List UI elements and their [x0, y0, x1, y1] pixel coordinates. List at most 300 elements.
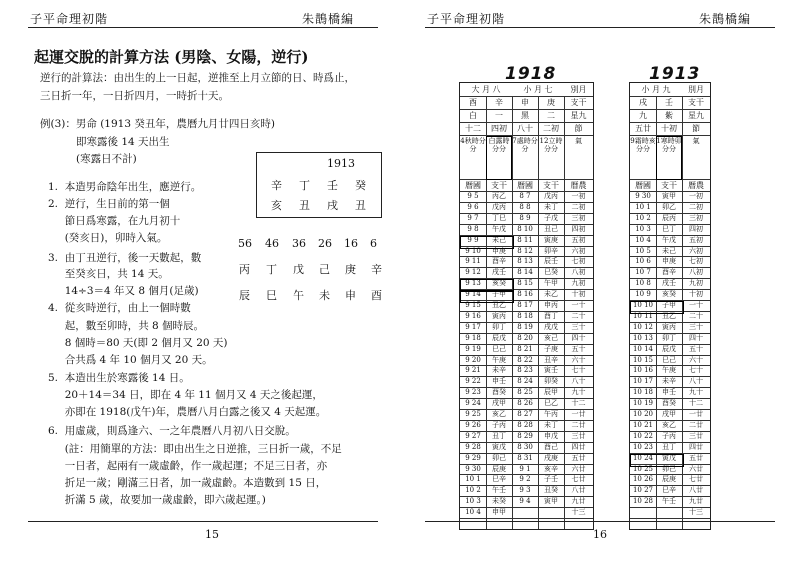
table-cell: 10 4 — [465, 508, 481, 517]
table-header-cell: 辛 — [495, 98, 503, 107]
table-cell: 9 24 — [465, 399, 481, 408]
table-cell: 辰壬 — [544, 257, 558, 266]
table-cell: 酉癸 — [492, 388, 506, 397]
pillar-branch: 丑 — [299, 199, 310, 212]
table-cell: 10 2 — [465, 486, 481, 495]
luck-branch: 辰 — [239, 289, 250, 302]
step-line: 合共爲 4 年 10 個月又 20 天。 — [48, 354, 213, 366]
table-cell: 戌庚 — [544, 453, 558, 462]
luck-age: 36 — [292, 237, 306, 250]
table-header-cell: 白 — [469, 111, 477, 120]
table-cell: 辰甲 — [544, 388, 558, 397]
almanac-table-1918 — [459, 82, 594, 530]
table-cell: 二廿 — [571, 420, 586, 429]
table-cell: 8 7 — [519, 192, 531, 200]
table-cell: 10 5 — [635, 246, 651, 255]
table-cell: 9 30 — [465, 464, 481, 473]
table-cell: 三廿 — [571, 431, 586, 440]
table-cell: 四廿 — [571, 442, 586, 451]
table-cell: 午庚 — [492, 355, 506, 364]
header-author: 朱鵲橋編 — [302, 12, 355, 26]
table-cell: 8 29 — [517, 431, 533, 440]
highlight-row — [630, 301, 684, 314]
luck-stem: 己 — [319, 263, 330, 276]
table-cell: 8 9 — [519, 213, 531, 222]
table-cell: 亥乙 — [492, 410, 506, 418]
luck-stem: 辛 — [371, 263, 382, 276]
table-1913-label: 1913 — [649, 64, 701, 84]
table-cell: 戊丙 — [544, 192, 558, 200]
table-header-cell: 曆國 — [517, 181, 533, 190]
table-cell: 8 26 — [517, 399, 533, 408]
table-cell: 酉丁 — [544, 311, 558, 320]
table-cell: 申戊 — [544, 431, 558, 440]
table-cell: 10 3 — [465, 497, 481, 506]
table-cell: 七初 — [571, 257, 586, 266]
table-header-cell: 節 — [574, 124, 583, 133]
table-cell: 8 23 — [517, 366, 533, 375]
header-rule — [28, 27, 378, 28]
table-cell: 9 12 — [465, 268, 481, 277]
table-cell: 十二 — [689, 399, 703, 408]
step-line: 14÷3＝4 年又 8 個月(足歲) — [48, 285, 199, 297]
table-cell: 10 25 — [632, 464, 654, 473]
step-line: 折滿 5 歲，故要加一歲虛齡，即六歲起運。) — [48, 494, 266, 506]
table-cell: 酉辛 — [492, 257, 506, 266]
table-cell: 五初 — [689, 235, 703, 244]
table-cell: 8 8 — [519, 202, 531, 211]
table-cell: 寅壬 — [544, 366, 558, 375]
table-cell: 8 21 — [517, 344, 533, 353]
table-cell: 酉己 — [544, 442, 558, 451]
table-cell: 10 10 — [632, 301, 654, 309]
table-cell: 子丙 — [492, 420, 506, 429]
table-cell: 一初 — [689, 192, 703, 200]
table-cell: 10 21 — [632, 420, 654, 429]
table-cell: 9 5 — [467, 192, 479, 200]
page-number: 15 — [205, 528, 219, 541]
table-rule — [460, 179, 593, 180]
table-cell: 卯丁 — [662, 333, 676, 342]
table-cell: 巳丁 — [662, 224, 676, 233]
table-cell: 10 3 — [635, 224, 651, 233]
table-cell: 寅丙 — [662, 322, 676, 331]
table-cell: 申壬 — [662, 388, 676, 397]
step-line: 6. 用虛歲，則爲逢六、一之年農曆八月初八日交脫。 — [48, 425, 296, 437]
table-cell: 10 12 — [632, 322, 654, 331]
table-cell: 丙乙 — [492, 192, 506, 200]
table-cell: 丑丁 — [662, 442, 676, 451]
left-page — [0, 0, 396, 561]
table-cell: 未癸 — [492, 497, 506, 506]
table-cell: 丑乙 — [662, 311, 676, 320]
table-cell: 戌甲 — [662, 410, 676, 418]
luck-age: 56 — [238, 237, 252, 250]
table-cell: 子丙 — [662, 431, 676, 440]
luck-branch: 巳 — [266, 289, 277, 302]
table-cell: 丁巳 — [492, 213, 506, 222]
pillar-branch: 戌 — [327, 199, 338, 212]
footer-rule — [425, 521, 775, 522]
table-cell: 8 25 — [517, 388, 533, 397]
luck-branch: 未 — [319, 289, 330, 302]
table-cell: 8 30 — [517, 442, 533, 451]
table-cell: 未己 — [492, 235, 506, 244]
table-cell: 8 28 — [517, 420, 533, 429]
luck-age: 16 — [344, 237, 358, 250]
table-term-detail: 氣 — [575, 137, 582, 145]
table-header-cell: 二 — [547, 111, 555, 120]
header-rule — [425, 27, 775, 28]
table-cell: 十二 — [571, 399, 586, 408]
table-cell: 8 10 — [517, 224, 533, 233]
table-cell: 三初 — [689, 213, 703, 222]
table-header-cell: 曆國 — [635, 181, 651, 190]
table-header-cell: 十初 — [661, 124, 677, 133]
table-cell: 四廿 — [689, 442, 703, 451]
table-cell: 戌壬 — [492, 268, 506, 277]
step-line: 折足一歲；剛滿三日者，加一歲虛齡。本造數到 15 日， — [48, 477, 327, 489]
table-cell: 八十 — [689, 377, 703, 386]
table-header-cell: 戌 — [639, 98, 647, 107]
table-cell: 10 19 — [632, 399, 654, 408]
table-cell: 10 1 — [465, 475, 481, 484]
table-term-detail: 9霜時亥分分 — [630, 137, 656, 153]
table-cell: 卯癸 — [544, 377, 558, 386]
table-cell: 10 16 — [632, 366, 654, 375]
table-cell: 10 8 — [635, 279, 651, 288]
table-cell: 三十 — [571, 322, 586, 331]
table-header-cell: 八十 — [517, 124, 533, 133]
table-term-detail: 氣 — [692, 137, 700, 145]
luck-branch: 午 — [293, 289, 304, 302]
section-title: 起運交脫的計算方法 (男陰、女陽，逆行) — [34, 48, 309, 66]
table-cell: 七初 — [689, 257, 703, 266]
table-cell: 10 14 — [632, 344, 654, 353]
table-rule — [630, 96, 710, 97]
step-line: (註：用簡單的方法：即由出生之日逆推，三日折一歲，不足 — [48, 443, 342, 455]
luck-branch: 申 — [345, 289, 356, 302]
example-line-1: 即寒露後 14 天出生 — [76, 136, 170, 148]
table-header-cell: 支干 — [543, 181, 559, 190]
table-header-cell: 十二 — [465, 124, 481, 133]
table-cell: 未丁 — [544, 420, 558, 429]
table-cell: 9 20 — [465, 355, 481, 364]
table-cell: 午甲 — [544, 279, 558, 288]
luck-age: 46 — [265, 237, 279, 250]
step-line: 節日爲寒露，在九月初十 — [48, 215, 181, 227]
table-cell: 未乙 — [544, 290, 558, 299]
table-cell: 10 28 — [632, 497, 654, 506]
table-cell: 六十 — [689, 355, 703, 364]
table-cell: 辰戊 — [662, 344, 676, 353]
table-cell: 10 7 — [635, 268, 651, 277]
table-cell: 二十 — [689, 311, 703, 320]
table-cell: 9 14 — [465, 290, 481, 299]
table-header-cell: 四初 — [491, 124, 507, 133]
table-cell: 六初 — [571, 246, 586, 255]
table-cell: 9 27 — [465, 431, 481, 440]
step-line: 8 個時＝80 天(即 2 個月又 20 天) — [48, 337, 228, 349]
table-rule — [460, 96, 593, 97]
pillars-year: 1913 — [327, 157, 355, 170]
table-term-detail: 白露時分分 — [488, 137, 510, 153]
luck-stem: 戊 — [293, 263, 304, 276]
page-number: 16 — [593, 528, 607, 541]
table-cell: 巳乙 — [544, 399, 558, 408]
table-term-detail: 12立時分分 — [539, 137, 563, 153]
table-cell: 四初 — [689, 224, 703, 233]
table-header-cell: 星九 — [688, 111, 704, 120]
table-header-cell: 曆農 — [688, 181, 704, 190]
highlight-row — [630, 454, 684, 467]
table-cell: 8 13 — [517, 257, 533, 266]
table-cell: 午戊 — [492, 224, 506, 233]
pillar-stem: 壬 — [327, 179, 338, 192]
table-cell: 辰丙 — [662, 213, 676, 222]
table-cell: 午丙 — [544, 410, 558, 418]
table-col-rule — [512, 96, 513, 529]
table-cell: 9 10 — [465, 246, 481, 255]
table-cell: 8 19 — [517, 322, 533, 331]
table-header-cell: 二初 — [543, 124, 559, 133]
table-cell: 十初 — [689, 290, 703, 299]
step-line: 一日者，起兩有一歲虛齡，作一歲起運；不足三日者，亦 — [48, 460, 328, 472]
table-col-rule — [564, 96, 565, 529]
table-header-cell: 小 月 七 — [523, 85, 553, 94]
table-rule — [460, 122, 593, 123]
table-cell: 10 18 — [632, 388, 654, 397]
table-cell: 未辛 — [492, 366, 506, 375]
header-book-title: 子平命理初階 — [30, 12, 109, 26]
table-cell: 8 16 — [517, 290, 533, 299]
step-line: 2. 逆行，生日前的第一個 — [48, 198, 170, 210]
luck-stem: 丁 — [266, 263, 277, 276]
table-cell: 8 14 — [517, 268, 533, 277]
table-cell: 8 12 — [517, 246, 533, 255]
table-header-cell: 星九 — [570, 111, 587, 120]
table-cell: 10 27 — [632, 486, 654, 495]
step-line: 4. 從亥時逆行，由上一個時數 — [48, 302, 191, 314]
table-cell: 亥己 — [544, 333, 558, 342]
table-header-cell: 黑 — [521, 111, 529, 120]
table-cell: 卯乙 — [662, 202, 676, 211]
table-cell: 子庚 — [544, 344, 558, 353]
table-cell: 8 27 — [517, 410, 533, 418]
header-book-title: 子平命理初階 — [427, 12, 506, 26]
highlight-row — [460, 236, 514, 249]
table-cell: 寅戊 — [662, 453, 676, 462]
table-header-cell: 小 月 九 — [641, 85, 671, 94]
table-cell: 巳癸 — [544, 268, 558, 277]
table-cell: 七十 — [689, 366, 703, 375]
table-cell: 申庚 — [492, 246, 506, 255]
table-rule — [630, 109, 710, 110]
table-cell: 卯己 — [492, 453, 506, 462]
table-cell: 五十 — [689, 344, 703, 353]
table-cell: 9 9 — [467, 235, 479, 244]
table-cell: 未己 — [662, 246, 676, 255]
table-cell: 10 23 — [632, 442, 654, 451]
table-header-cell: 申 — [521, 98, 529, 107]
table-term-detail: 4秋時分分 — [460, 137, 486, 153]
header-author: 朱鵲橋編 — [699, 12, 752, 26]
table-cell: 9 6 — [467, 202, 479, 211]
table-cell: 子壬 — [544, 475, 558, 484]
table-cell: 9 3 — [519, 486, 531, 495]
table-cell: 申甲 — [492, 508, 506, 517]
step-line: 亦即在 1918(戊午)年，農曆八月白露之後又 4 天起運。 — [48, 406, 327, 418]
table-cell: 8 31 — [517, 453, 533, 462]
table-term-detail: 7處時分分 — [512, 137, 538, 153]
table-cell: 巳辛 — [662, 486, 676, 495]
table-cell: 寅戊 — [492, 442, 506, 451]
table-cell: 9 19 — [465, 344, 481, 353]
table-cell: 三初 — [571, 213, 586, 222]
table-cell: 寅庚 — [544, 235, 558, 244]
table-cell: 六廿 — [689, 464, 703, 473]
table-cell: 一廿 — [571, 410, 586, 418]
luck-branch: 酉 — [371, 289, 382, 302]
highlight-box — [656, 136, 682, 180]
table-cell: 10 13 — [632, 333, 654, 342]
table-cell: 寅甲 — [662, 192, 676, 200]
highlight-row — [460, 290, 514, 303]
table-cell: 二初 — [689, 202, 703, 211]
table-cell: 八廿 — [571, 486, 586, 495]
table-cell: 未辛 — [662, 377, 676, 386]
table-cell: 九廿 — [571, 497, 586, 506]
table-cell: 六初 — [689, 246, 703, 255]
table-cell: 丑丁 — [492, 431, 506, 440]
table-cell: 七十 — [571, 366, 586, 375]
table-cell: 寅甲 — [544, 497, 558, 506]
table-cell: 亥辛 — [544, 464, 558, 473]
luck-age: 26 — [318, 237, 332, 250]
table-header-cell: 支干 — [661, 181, 677, 190]
table-cell: 一廿 — [689, 410, 703, 418]
four-pillars-box — [256, 152, 382, 218]
table-cell: 卯辛 — [544, 246, 558, 255]
table-cell: 9 7 — [467, 213, 479, 222]
step-line: 1. 本造男命陰年出生，應逆行。 — [48, 181, 202, 193]
table-cell: 9 11 — [465, 257, 481, 266]
table-cell: 九初 — [689, 279, 703, 288]
luck-stem: 丙 — [239, 263, 250, 276]
table-cell: 8 15 — [517, 279, 533, 288]
table-cell: 子甲 — [492, 290, 506, 299]
table-rule — [630, 122, 710, 123]
table-cell: 戌壬 — [662, 279, 676, 288]
table-header-cell: 酉 — [469, 98, 477, 107]
table-cell: 丑癸 — [544, 486, 558, 495]
table-rule — [630, 518, 710, 519]
table-cell: 9 17 — [465, 322, 481, 331]
table-cell: 十三 — [571, 508, 586, 517]
luck-age: 6 — [370, 237, 377, 250]
table-cell: 八廿 — [689, 486, 703, 495]
table-cell: 十三 — [689, 508, 703, 517]
footer-rule — [28, 521, 378, 522]
table-cell: 四初 — [571, 224, 586, 233]
table-1918-label: 1918 — [505, 64, 557, 84]
table-header-cell: 紫 — [665, 111, 673, 120]
table-cell: 9 30 — [635, 192, 651, 200]
table-cell: 10 20 — [632, 410, 654, 418]
table-cell: 辰庚 — [492, 464, 506, 473]
table-cell: 10 26 — [632, 475, 654, 484]
table-cell: 六廿 — [571, 464, 586, 473]
table-cell: 四十 — [689, 333, 703, 342]
table-cell: 9 18 — [465, 333, 481, 342]
table-cell: 卯丁 — [492, 322, 506, 331]
pillar-stem: 癸 — [355, 179, 366, 192]
luck-stem: 庚 — [345, 263, 356, 276]
table-cell: 巳辛 — [492, 475, 506, 484]
table-cell: 午壬 — [492, 486, 506, 495]
table-cell: 九十 — [571, 388, 586, 397]
table-header-cell: 五廿 — [635, 124, 651, 133]
table-cell: 二廿 — [689, 420, 703, 429]
table-cell: 未丁 — [544, 202, 558, 211]
step-line: (癸亥日)，卯時入氣。 — [48, 232, 168, 244]
table-cell: 10 22 — [632, 431, 654, 440]
table-cell: 10 6 — [635, 257, 651, 266]
table-cell: 九廿 — [689, 497, 703, 506]
example-line-2: (寒露日不計) — [76, 153, 137, 165]
highlight-box — [486, 136, 512, 180]
step-line: 3. 由丁丑逆行，後一天數起，數 — [48, 252, 202, 264]
table-cell: 酉癸 — [662, 399, 676, 408]
table-cell: 八初 — [571, 268, 586, 277]
right-page — [397, 0, 793, 561]
table-cell: 酉辛 — [662, 268, 676, 277]
table-cell: 9 26 — [465, 420, 481, 429]
table-rule — [460, 109, 593, 110]
table-cell: 10 1 — [635, 202, 651, 211]
table-cell: 9 16 — [465, 311, 481, 320]
table-cell: 申庚 — [662, 257, 676, 266]
table-cell: 10 24 — [632, 453, 654, 462]
table-cell: 10 17 — [632, 377, 654, 386]
table-cell: 辰庚 — [662, 475, 676, 484]
table-cell: 一十 — [571, 301, 586, 309]
table-cell: 9 15 — [465, 301, 481, 309]
table-cell: 申丙 — [544, 301, 558, 309]
table-cell: 9 22 — [465, 377, 481, 386]
table-cell: 子甲 — [662, 301, 676, 309]
table-cell: 丑己 — [544, 224, 558, 233]
table-cell: 二十 — [571, 311, 586, 320]
table-cell: 巳己 — [662, 355, 676, 364]
table-cell: 8 24 — [517, 377, 533, 386]
table-cell: 五廿 — [571, 453, 586, 462]
table-cell: 9 8 — [467, 224, 479, 233]
pillar-branch: 亥 — [271, 199, 282, 212]
table-header-cell: 支干 — [688, 98, 704, 107]
table-cell: 九十 — [689, 388, 703, 397]
pillar-stem: 辛 — [271, 179, 282, 192]
table-cell: 8 18 — [517, 311, 533, 320]
table-cell: 午戊 — [662, 235, 676, 244]
table-cell: 9 28 — [465, 442, 481, 451]
pillar-branch: 丑 — [355, 199, 366, 212]
table-header-cell: 曆國 — [465, 181, 481, 190]
table-cell: 四十 — [571, 333, 586, 342]
table-header-cell: 大 月 八 — [471, 85, 501, 94]
table-cell: 五初 — [571, 235, 586, 244]
table-cell: 九初 — [571, 279, 586, 288]
